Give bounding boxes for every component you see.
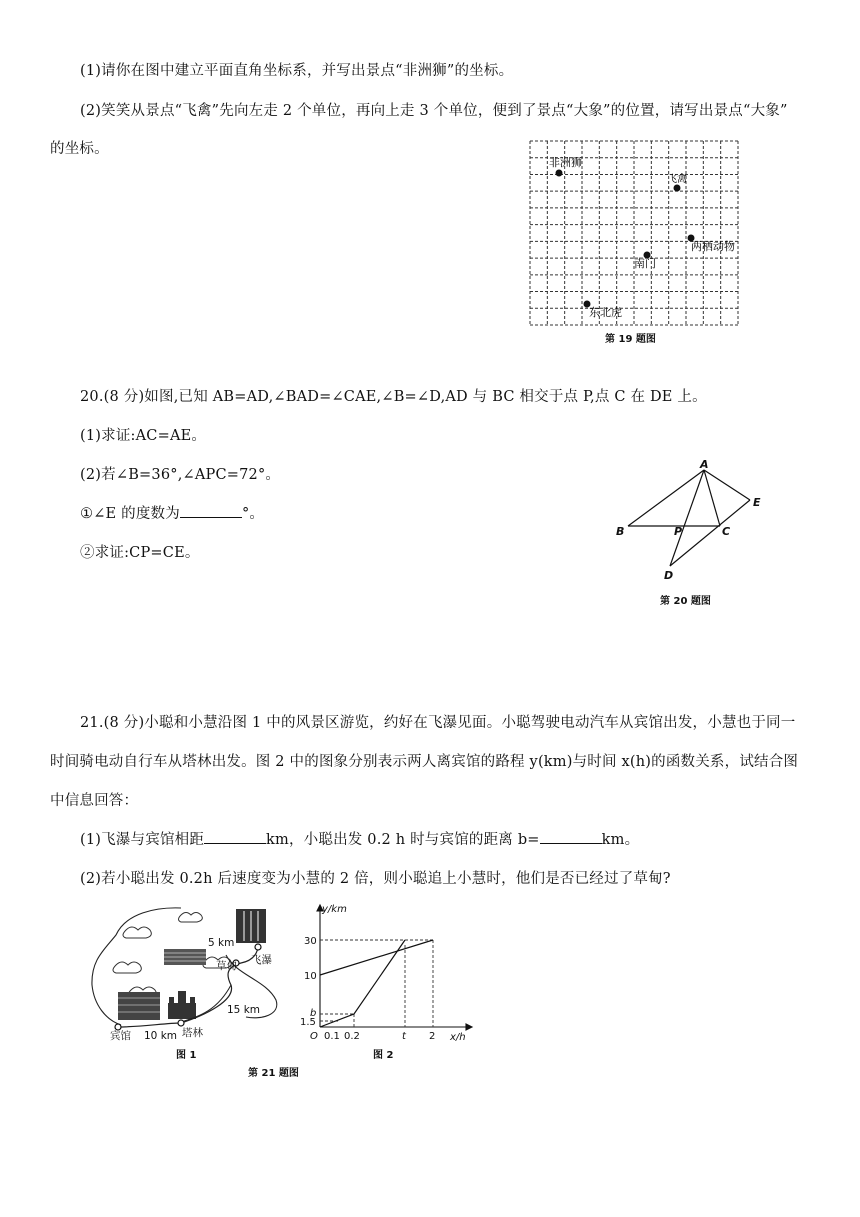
q21-part1-b: km，小聪出发 0.2 h 时与宾馆的距离 b=: [266, 832, 540, 848]
point-a-label: A: [700, 458, 709, 471]
q21-stem-line2: 时间骑电动自行车从塔林出发。图 2 中的图象分别表示两人离宾馆的路程 y(km)与时间 x(h)的函数关系，试结合图: [50, 754, 799, 770]
q21-caption: 第 21 题图: [248, 1068, 299, 1079]
point-b-label: B: [616, 525, 625, 538]
point-p-label: P: [674, 525, 683, 538]
q21-stem-line1: 21.(8 分)小聪和小慧沿图 1 中的风景区游览，约好在飞瀑见面。小聪驾驶电动汽车从宾馆出发，小慧也于同一: [80, 715, 796, 731]
guide-lines: [320, 940, 433, 1027]
xtick-t: t: [402, 1031, 406, 1042]
q19-caption: 第 19 题图: [605, 334, 656, 345]
amphibian-point: [688, 235, 736, 254]
q20-sub1-suffix: °。: [241, 506, 265, 522]
amphibian-label: 两栖动物: [691, 240, 735, 253]
point-e-label: E: [753, 496, 761, 509]
distance-5km-label: 5 km: [208, 937, 235, 949]
waterfall-marker: [255, 944, 261, 950]
graph-line-xiaohui: [320, 940, 433, 975]
q20-sub1: [80, 502, 264, 523]
q21-graph-figure: [298, 903, 478, 1043]
distance-10km-label: 10 km: [144, 1030, 178, 1042]
q20-sub1-prefix: ①∠E 的度数为: [80, 506, 180, 522]
q20-sub2: ②求证:CP=CE。: [80, 545, 200, 561]
cloud-icon: [113, 962, 141, 973]
angle-e-answer-blank[interactable]: [180, 505, 242, 518]
pagoda-label: 塔林: [182, 1027, 203, 1039]
y-axis-label: y/km: [322, 904, 347, 915]
q20-stem: 20.(8 分)如图,已知 AB=AD,∠BAD=∠CAE,∠B=∠D,AD 与 BC 相交于点 P,点 C 在 DE 上。: [80, 389, 707, 405]
hotel-label: 宾馆: [110, 1030, 131, 1042]
xtick-0.1: 0.1: [324, 1031, 340, 1042]
q21-part1-c: km。: [601, 832, 640, 848]
b-answer-blank[interactable]: [540, 831, 602, 844]
q19-part2-line2: 的坐标。: [50, 141, 109, 157]
q20-part1: (1)求证:AC=AE。: [80, 428, 207, 444]
lion-label: 非洲狮: [549, 156, 582, 169]
point-c-label: C: [722, 525, 731, 538]
q21-fig2-caption: 图 2: [373, 1050, 394, 1061]
meadow-label: 草甸: [216, 960, 237, 972]
q19-part1: (1)请你在图中建立平面直角坐标系，并写出景点“非洲狮”的坐标。: [80, 63, 514, 79]
xtick-0.2: 0.2: [344, 1031, 360, 1042]
x-axis-label: x/h: [450, 1032, 466, 1043]
q21-fig1-caption: 图 1: [176, 1050, 197, 1061]
segment-ab: [628, 470, 704, 526]
q21-part1: [80, 828, 639, 849]
q20-caption: 第 20 题图: [660, 596, 711, 607]
q21-map-figure: [86, 905, 296, 1045]
point-d-label: D: [664, 569, 674, 582]
cloud-icon: [179, 913, 203, 923]
lion-point: [549, 155, 582, 177]
birds-label: 飞禽: [667, 174, 687, 185]
ytick-30: 30: [304, 936, 317, 947]
cloud-icon: [123, 927, 151, 938]
q21-stem-line3: 中信息回答：: [50, 793, 139, 809]
pagoda-marker: [178, 1020, 184, 1026]
q21-part2: (2)若小聪出发 0.2h 后速度变为小慧的 2 倍，则小聪追上小慧时，他们是否已经过了草甸?: [80, 871, 671, 887]
hotel-building-icon: [118, 992, 160, 1020]
pagoda-icon: [168, 991, 196, 1019]
q19-part2-line1: (2)笑笑从景点“飞禽”先向左走 2 个单位，再向上走 3 个单位，便到了景点“大象”的位置，请写出景点“大象”: [80, 103, 788, 119]
q20-part2: (2)若∠B=36°,∠APC=72°。: [80, 467, 281, 483]
x-axis-arrow: [466, 1024, 472, 1030]
waterfall-label: 飞瀑: [251, 954, 272, 966]
xtick-2: 2: [429, 1031, 436, 1042]
q21-part1-a: (1)飞瀑与宾馆相距: [80, 832, 205, 848]
birds-point: [667, 172, 687, 192]
distance-answer-blank[interactable]: [204, 831, 266, 844]
q19-grid-figure: [527, 138, 747, 333]
ytick-b: b: [310, 1008, 317, 1019]
ytick-10: 10: [304, 971, 317, 982]
origin-label: O: [310, 1031, 318, 1042]
tiger-label: 东北虎: [589, 306, 622, 319]
ytick-1.5: 1.5: [300, 1017, 316, 1028]
south-gate-point: [634, 252, 656, 271]
q20-geometry-figure: [610, 458, 770, 582]
distance-15km-label: 15 km: [227, 1004, 261, 1016]
south-gate-label: 南门: [634, 257, 656, 270]
